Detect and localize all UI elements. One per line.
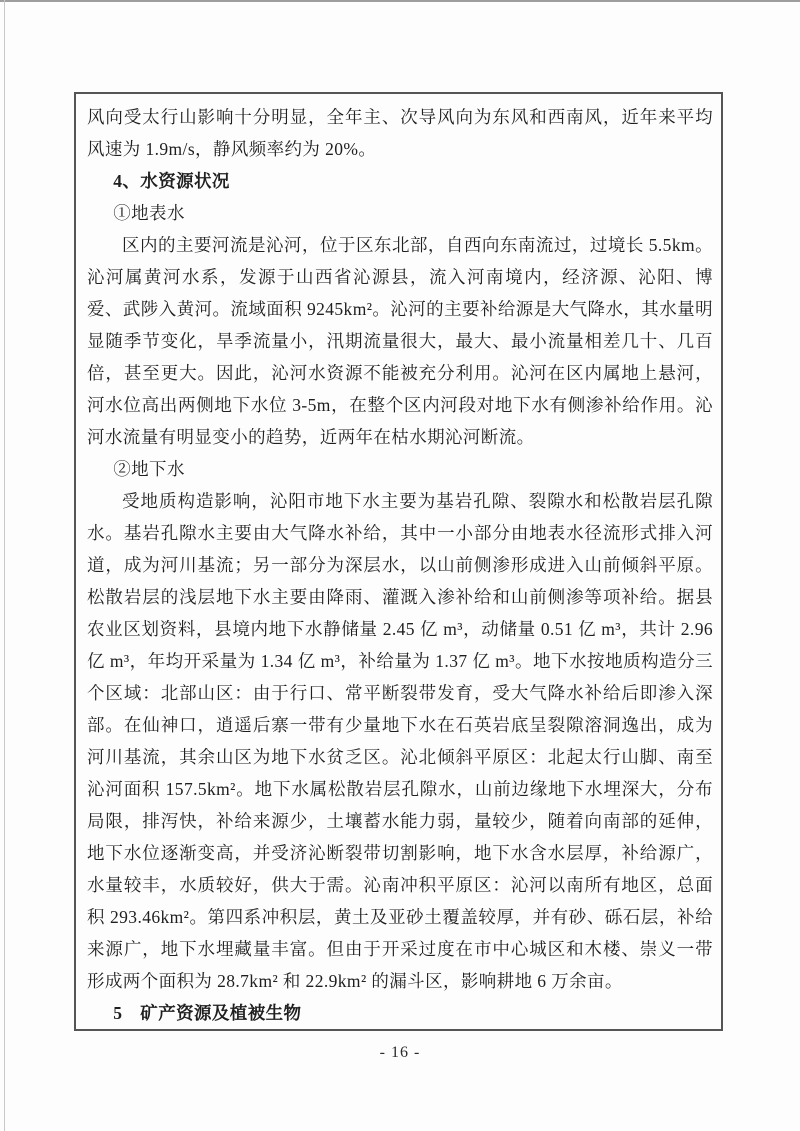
paragraph-groundwater: 受地质构造影响，沁阳市地下水主要为基岩孔隙、裂隙水和松散岩层孔隙水。基岩孔隙水主要由大气降水补给，其中一小部分由地表水径流形式排入河道，成为河川基流；另一部分为深层水，以山前侧渗形成进入山前倾斜平原。松散岩层的浅层地下水主要由降雨、灌溉入渗补给和山前侧渗等项补给。据县农业区划资料，县境内地下水静储量 2.45 亿 m³，动储量 0.51 亿 m³，共计 2.96 亿 m³，年均开采量为 1.34 亿 m³，补给量为 1.37 亿 m³。地下水按地质构造分三个区域：北部山区：由于行口、常平断裂带发育，受大气降水补给后即渗入深部。在仙神口，逍遥后寨一带有少量地下水在石英岩底呈裂隙溶洞逸出，成为河川基流，其余山区为地下水贫乏区。沁北倾斜平原区：北起太行山脚、南至沁河面积 157.5km²。地下水属松散岩层孔隙水，山前边缘地下水埋深大，分布局限，排泻快，补给来源少，土壤蓄水能力弱，量较少，随着向南部的延伸，地下水位逐渐变高，并受济沁断裂带切割影响，地下水含水层厚，补给源广，水量较丰，水质较好，供大于需。沁南冲积平原区：沁河以南所有地区，总面积 293.46km²。第四系冲积层，黄土及亚砂土覆盖较厚，并有砂、砾石层，补给来源广，地下水埋藏量丰富。但由于开采过度在市中心城区和木楼、崇义一带形成两个面积为 28.7km² 和 22.9km² 的漏斗区，影响耕地 6 万余亩。 <box>87 491 713 991</box>
paragraph-vegetation <box>87 1029 713 1031</box>
paragraph-surface-water: 区内的主要河流是沁河，位于区东北部，自西向东南流过，过境长 5.5km。沁河属黄河水系，发源于山西省沁源县，流入河南境内，经济源、沁阳、博爱、武陟入黄河。流域面积 9245km²。沁河的主要补给源是大气降水，其水量明显随季节变化，旱季流量小，汛期流量很大，最大、最小流量相差几十、几百倍，甚至更大。因此，沁河水资源不能被充分利用。沁河在区内属地上悬河，河水位高出两侧地下水位 3-5m，在整个区内河段对地下水有侧渗补给作用。沁河水流量有明显变小的趋势，近两年在枯水期沁河断流。 <box>87 235 713 447</box>
section-heading-water-resources: 4、水资源状况 <box>113 171 230 191</box>
document-text-box <box>74 92 723 1031</box>
subheading-surface-water: ①地表水 <box>113 203 185 223</box>
subheading-groundwater: ②地下水 <box>113 459 185 479</box>
section-heading-mineral-vegetation: 5 矿产资源及植被生物 <box>113 1003 302 1023</box>
scan-edge-left <box>4 0 5 1131</box>
page-number: - 16 - <box>379 1044 421 1061</box>
scan-edge-top <box>0 0 800 2</box>
continued-paragraph-wind: 风向受太行山影响十分明显，全年主、次导风向为东风和西南风，近年来平均风速为 1.9m/s，静风频率约为 20%。 <box>87 107 713 159</box>
